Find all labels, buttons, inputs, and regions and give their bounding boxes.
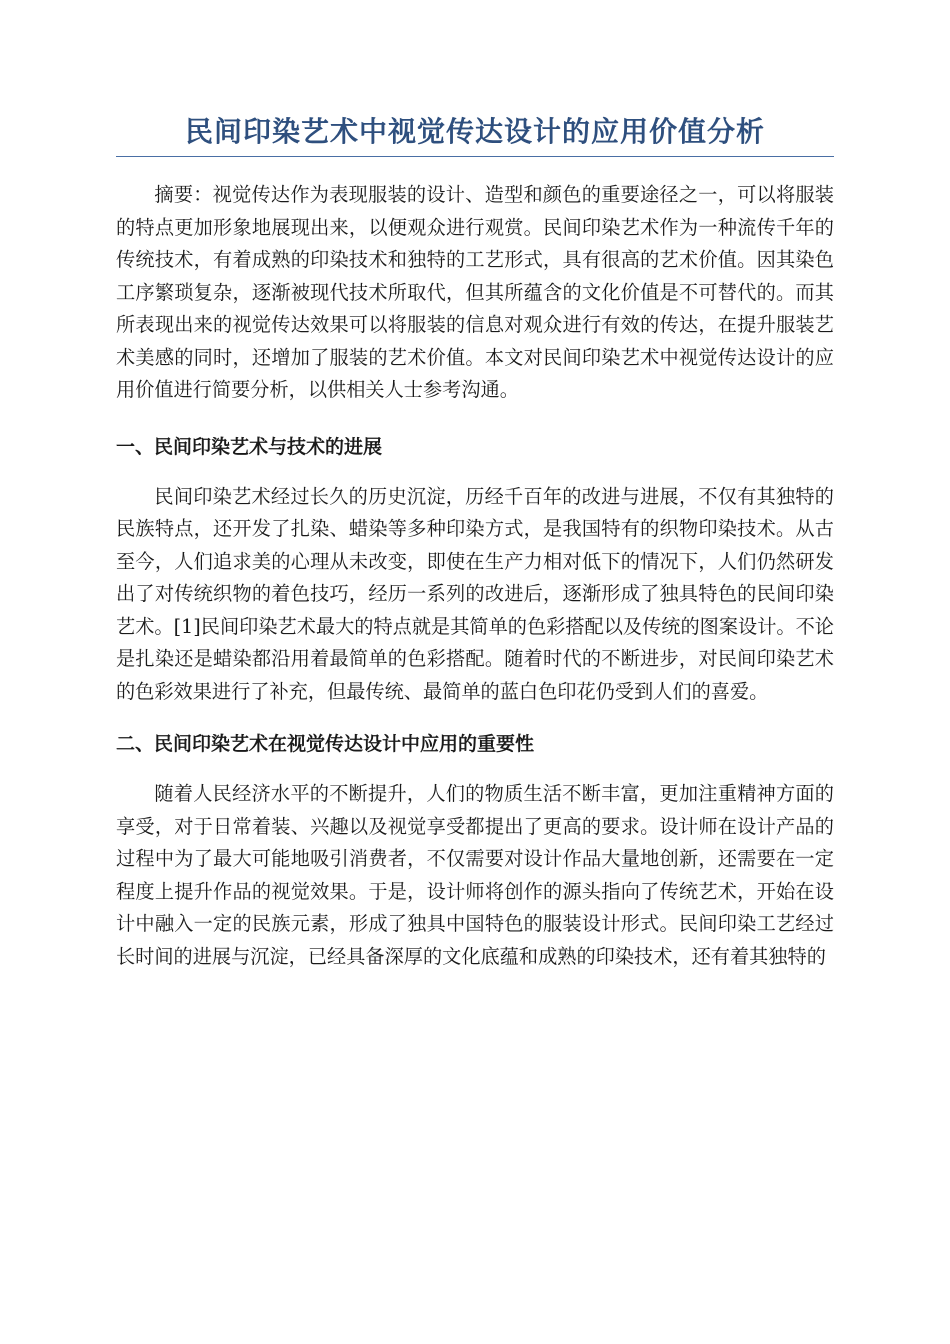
abstract-paragraph: 摘要：视觉传达作为表现服装的设计、造型和颜色的重要途径之一，可以将服装的特点更加形象地展现出来，以便观众进行观赏。民间印染艺术作为一种流传千年的传统技术，有着成熟的印染技术和独特的工艺形式，具有很高的艺术价值。因其染色工序繁琐复杂，逐渐被现代技术所取代，但其所蕴含的文化价值是不可替代的。而其所表现出来的视觉传达效果可以将服装的信息对观众进行有效的传达，在提升服装艺术美感的同时，还增加了服装的艺术价值。本文对民间印染艺术中视觉传达设计的应用价值进行简要分析，以供相关人士参考沟通。 xyxy=(116,183,834,401)
document-title: 民间印染艺术中视觉传达设计的应用价值分析 xyxy=(116,110,834,157)
section-heading-2: 二、民间印染艺术在视觉传达设计中应用的重要性 xyxy=(116,733,535,755)
document-page xyxy=(116,110,834,973)
section-body-2: 随着人民经济水平的不断提升，人们的物质生活不断丰富，更加注重精神方面的享受，对于日常着装、兴趣以及视觉享受都提出了更高的要求。设计师在设计产品的过程中为了最大可能地吸引消费者，不仅需要对设计作品大量地创新，还需要在一定程度上提升作品的视觉效果。于是，设计师将创作的源头指向了传统艺术，开始在设计中融入一定的民族元素，形成了独具中国特色的服装设计形式。民间印染工艺经过长时间的进展与沉淀，已经具备深厚的文化底蕴和成熟的印染技术，还有着其独特的 xyxy=(116,782,834,968)
section-heading-1: 一、民间印染艺术与技术的进展 xyxy=(116,435,383,458)
section-body-1: 民间印染艺术经过长久的历史沉淀，历经千百年的改进与进展，不仅有其独特的民族特点，还开发了扎染、蜡染等多种印染方式，是我国特有的织物印染技术。从古至今，人们追求美的心理从未改变，即使在生产力相对低下的情况下，人们仍然研发出了对传统织物的着色技巧，经历一系列的改进后，逐渐形成了独具特色的民间印染艺术。[1]民间印染艺术最大的特点就是其简单的色彩搭配以及传统的图案设计。不论是扎染还是蜡染都沿用着最简单的色彩搭配。随着时代的不断进步，对民间印染艺术的色彩效果进行了补充，但最传统、最简单的蓝白色印花仍受到人们的喜爱。 xyxy=(116,484,834,703)
